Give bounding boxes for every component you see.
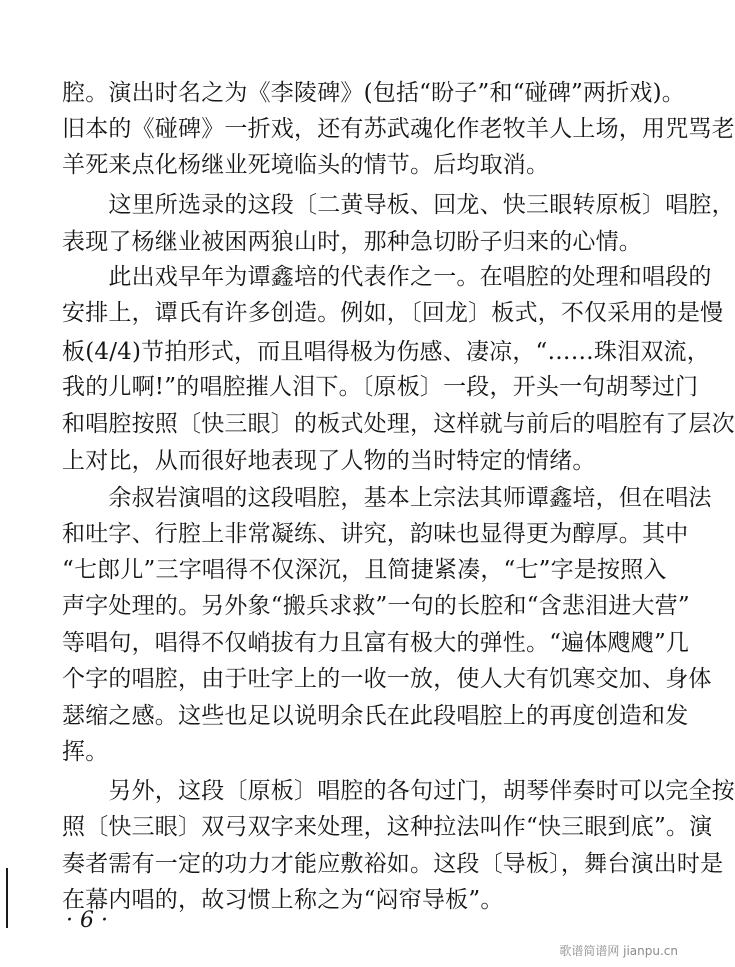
text-line: 羊死来点化杨继业死境临头的情节。后均取消。 — [62, 152, 550, 178]
text-line: 上对比，从而很好地表现了人物的当时特定的情绪。 — [62, 448, 596, 474]
text-line: 余叔岩演唱的这段唱腔，基本上宗法其师谭鑫培，但在唱法 — [62, 485, 712, 511]
text-line: 照〔快三眼〕双弓双字来处理，这种拉法叫作“快三眼到底”。演 — [62, 814, 713, 840]
text-line: “七郎儿”三字唱得不仅深沉，且简捷紧凑，“七”字是按照入 — [62, 557, 667, 583]
text-line: 板(4/4)节拍形式，而且唱得极为伤感、凄凉，“……珠泪双流， — [62, 339, 710, 365]
text-line: 挥。 — [62, 739, 109, 765]
text-line: 此出戏早年为谭鑫培的代表作之一。在唱腔的处理和唱段的 — [62, 264, 712, 290]
page-number: · 6 · — [66, 908, 108, 933]
text-line: 和吐字、行腔上非常凝练、讲究，韵味也显得更为醇厚。其中 — [62, 521, 689, 547]
text-line: 旧本的《碰碑》一折戏，还有苏武魂化作老牧羊人上场，用咒骂老 — [62, 116, 735, 142]
site-watermark: 歌谱简谱网 jianpu.cn — [559, 944, 678, 958]
text-line: 安排上，谭氏有许多创造。例如，〔回龙〕板式，不仅采用的是慢 — [62, 300, 724, 326]
text-line: 另外，这段〔原板〕唱腔的各句过门，胡琴伴奏时可以完全按 — [62, 778, 735, 804]
text-line: 声字处理的。另外象“搬兵求救”一句的长腔和“含悲泪进大营” — [62, 593, 690, 619]
text-line: 和唱腔按照〔快三眼〕的板式处理，这样就与前后的唱腔有了层次 — [62, 411, 735, 437]
text-line: 瑟缩之感。这些也足以说明余氏在此段唱腔上的再度创造和发 — [62, 703, 689, 729]
text-line: 个字的唱腔，由于吐字上的一收一放，使人大有饥寒交加、身体 — [62, 666, 712, 692]
text-line: 等唱句，唱得不仅峭拔有力且富有极大的弹性。“遍体飕飕”几 — [62, 630, 690, 656]
text-line: 在幕内唱的，故习惯上称之为“闷帘导板”。 — [62, 887, 504, 913]
text-line: 表现了杨继业被困两狼山时，那种急切盼子归来的心情。 — [62, 229, 642, 255]
text-line: 奏者需有一定的功力才能应敷裕如。这段〔导板〕，舞台演出时是 — [62, 851, 724, 877]
text-line: 这里所选录的这段〔二黄导板、回龙、快三眼转原板〕唱腔， — [62, 192, 735, 218]
scan-margin-mark — [6, 868, 8, 928]
text-line: 腔。演出时名之为《李陵碑》(包括“盼子”和“碰碑”两折戏)。 — [62, 80, 685, 106]
text-line: 我的儿啊!”的唱腔摧人泪下。〔原板〕一段，开头一句胡琴过门 — [62, 374, 699, 400]
